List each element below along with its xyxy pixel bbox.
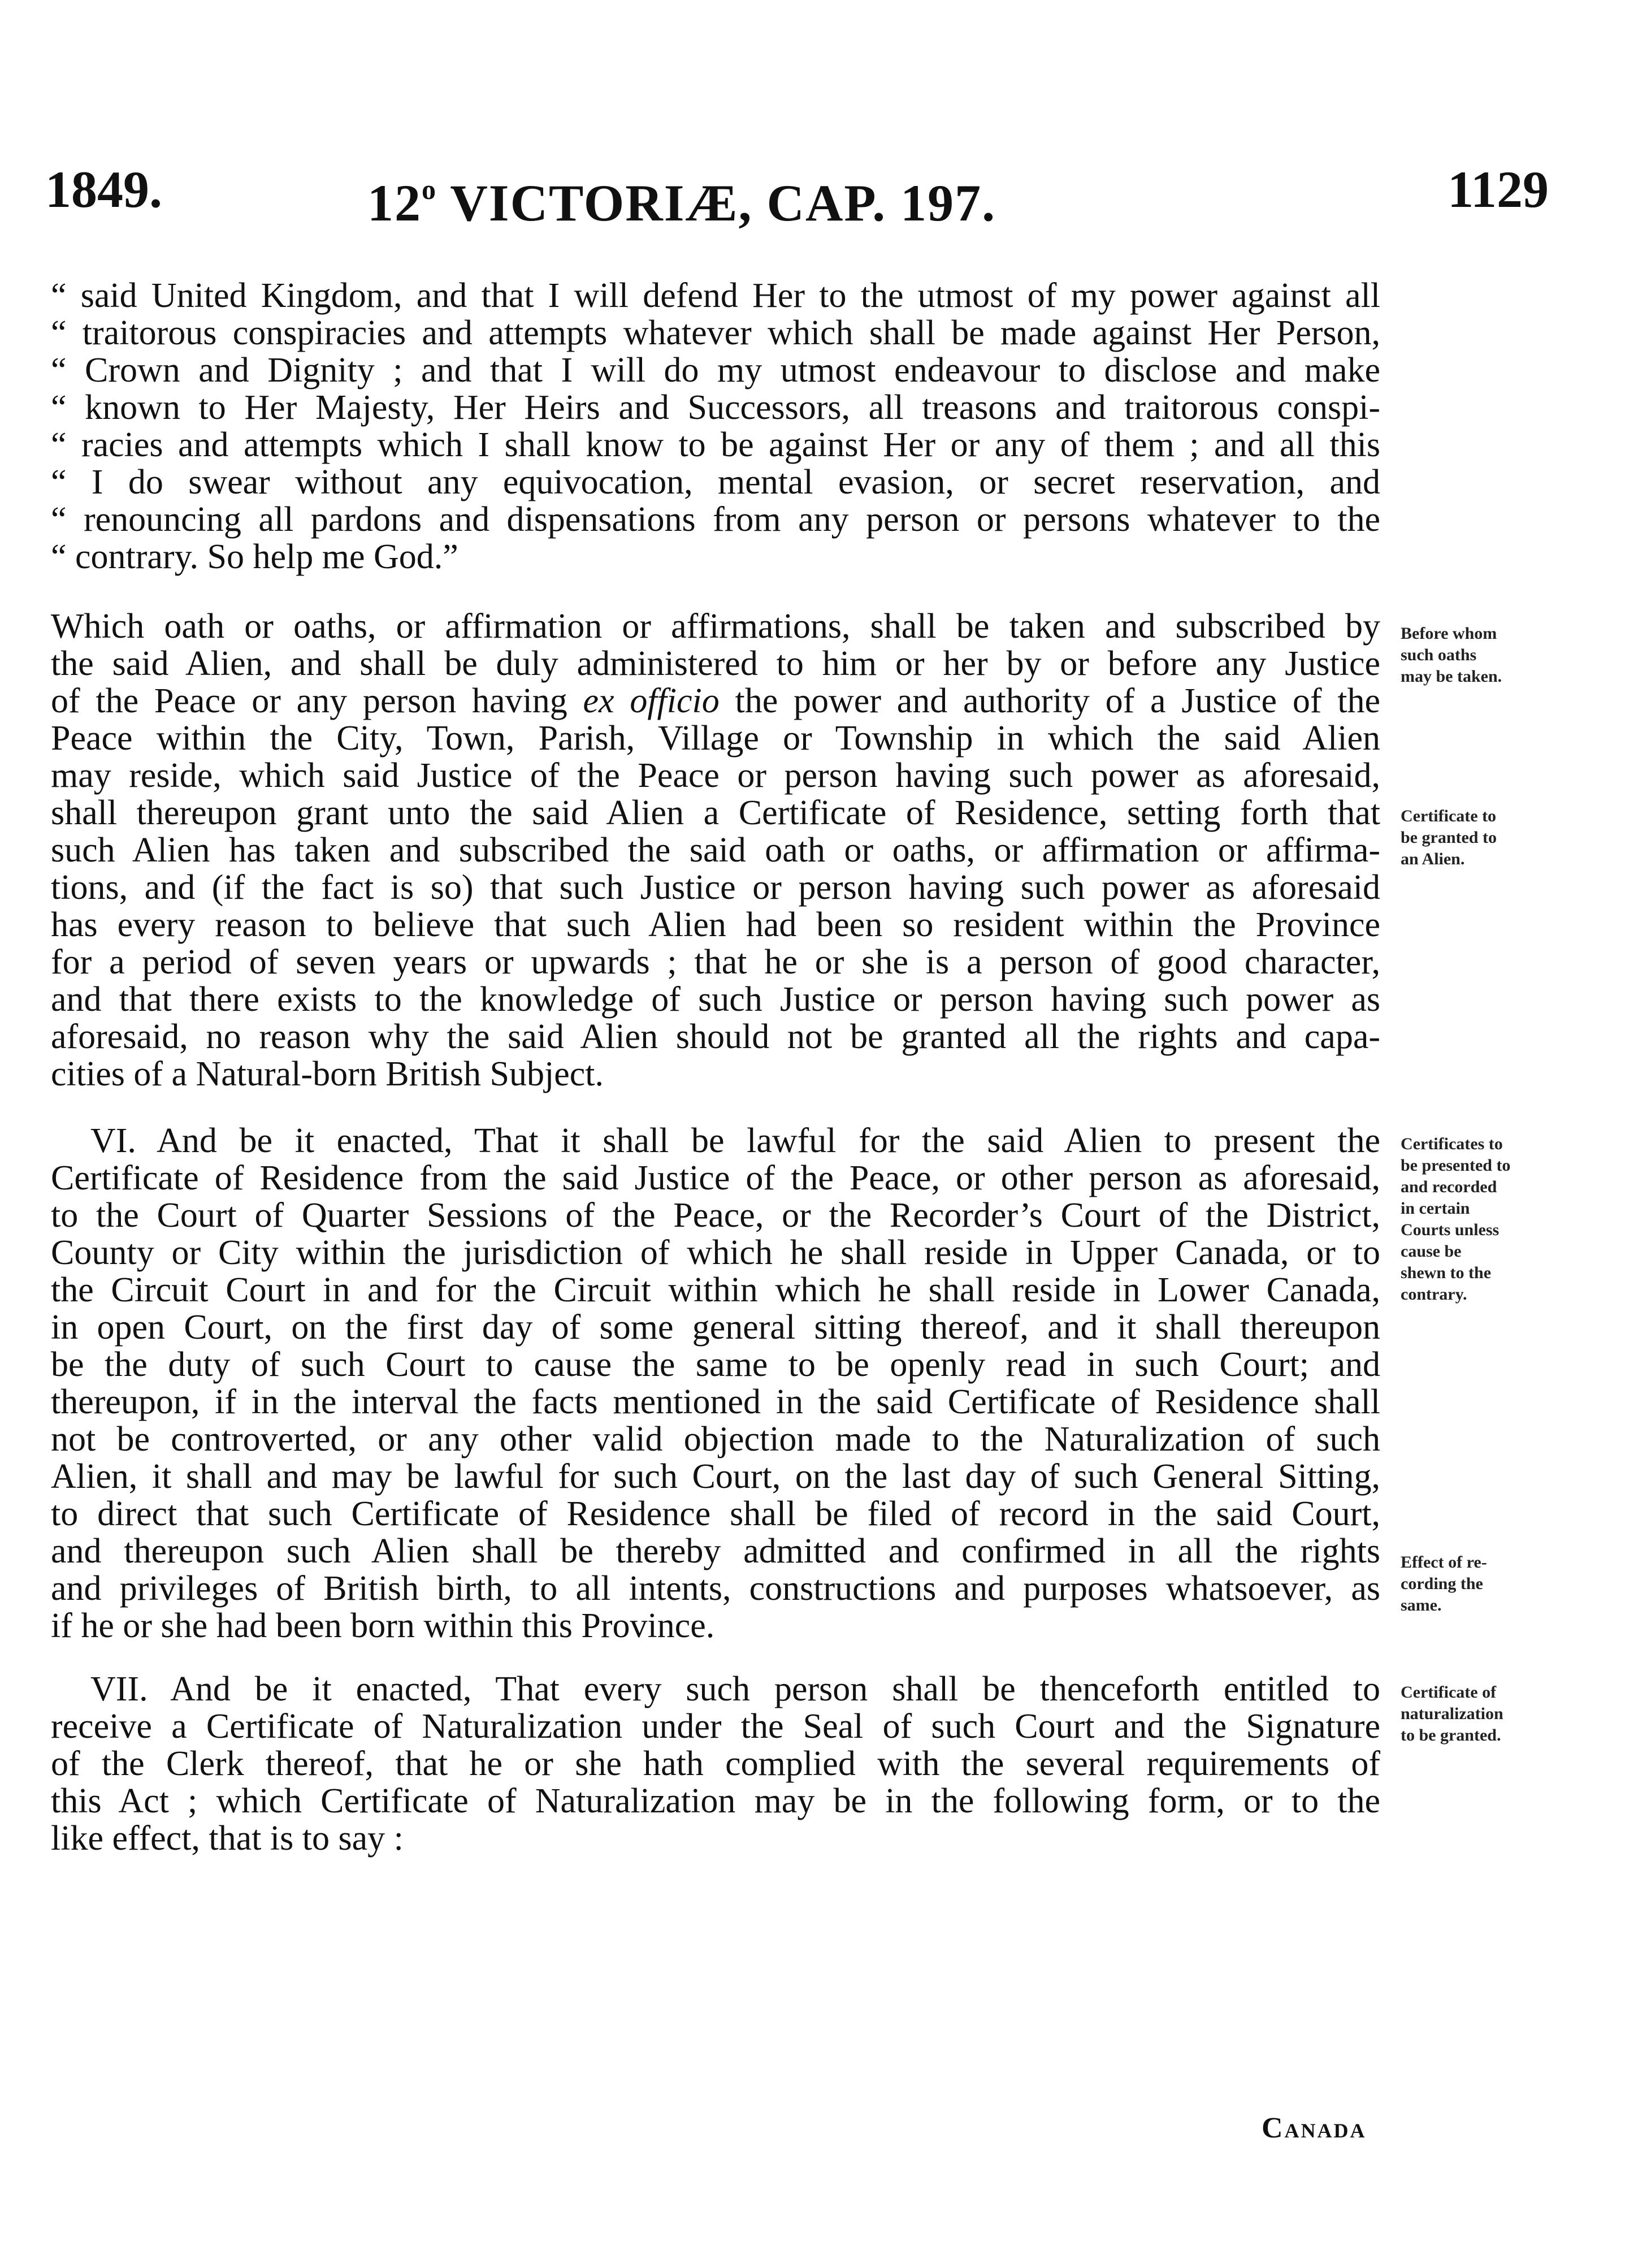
sidenote-line: may be taken. <box>1401 667 1502 686</box>
text-line: “ Crown and Dignity ; and that I will do my utmost endeavour to disclose and make <box>51 351 1380 389</box>
text-line: “ I do swear without any equivocation, mental evasion, or secret reservation, and <box>51 463 1380 501</box>
text-line: the said Alien, and shall be duly administered to him or her by or before any Justice <box>51 644 1380 683</box>
text-line: Which oath or oaths, or affirmation or affirmations, shall be taken and subscribed by <box>51 607 1380 646</box>
sidenote-line: be presented to <box>1401 1156 1511 1175</box>
sidenote-line: same. <box>1401 1596 1442 1615</box>
sidenote-line: Certificate of <box>1401 1683 1497 1702</box>
sidenote-line: cording the <box>1401 1574 1483 1593</box>
section-vii <box>51 1670 1380 1857</box>
sidenote-line: Certificates to <box>1401 1135 1503 1153</box>
sidenote-line: naturalization <box>1401 1704 1503 1723</box>
sidenote-line: Courts unless <box>1401 1220 1500 1239</box>
sidenote-certificate-naturalization <box>1401 1682 1565 1746</box>
sidenote-line: such oaths <box>1401 646 1477 664</box>
text-line: if he or she had been born within this Province. <box>51 1607 715 1645</box>
text-line: to the Court of Quarter Sessions of the Peace, or the Recorder’s Court of the District, <box>51 1196 1380 1235</box>
sidenote-line: be granted to <box>1401 828 1497 847</box>
sidenote-before-whom <box>1401 623 1565 687</box>
text-line: “ renouncing all pardons and dispensations from any person or persons whatever to the <box>51 500 1380 539</box>
text-line: cities of a Natural-born British Subject. <box>51 1055 604 1093</box>
paragraph-before-whom <box>51 608 1380 1093</box>
text-line: not be controverted, or any other valid objection made to the Naturalization of such <box>51 1420 1380 1458</box>
running-header <box>45 153 1549 232</box>
sidenote-line: cause be <box>1401 1242 1462 1261</box>
text-line: of the Clerk thereof, that he or she hath complied with the several requirements of <box>51 1745 1380 1783</box>
text-line: in open Court, on the first day of some general sitting thereof, and it shall thereupon <box>51 1308 1380 1347</box>
text-line: and that there exists to the knowledge of such Justice or person having such power as <box>51 980 1380 1019</box>
text-line: Alien, it shall and may be lawful for such Court, on the last day of such General Sitting, <box>51 1457 1380 1496</box>
sidenote-line: in certain <box>1401 1199 1470 1218</box>
text-line: thereupon, if in the interval the facts mentioned in the said Certificate of Residence shall <box>51 1383 1380 1421</box>
text-line: “ traitorous conspiracies and attempts whatever which shall be made against Her Person, <box>51 314 1380 352</box>
text-line: tions, and (if the fact is so) that such Justice or person having such power as aforesaid <box>51 868 1380 907</box>
sidenote-line: contrary. <box>1401 1285 1467 1304</box>
text-line: to direct that such Certificate of Residence shall be filed of record in the said Court, <box>51 1495 1380 1533</box>
oath-continuation <box>51 277 1380 575</box>
text-line: receive a Certificate of Naturalization under the Seal of such Court and the Signature <box>51 1707 1380 1746</box>
sidenote-line: an Alien. <box>1401 850 1465 868</box>
text-line: “ said United Kingdom, and that I will defend Her to the utmost of my power against all <box>51 276 1380 315</box>
text-line: of the Peace or any person having ex officio the power and authority of a Justice of the <box>51 682 1380 720</box>
text-line: may reside, which said Justice of the Peace or person having such power as aforesaid, <box>51 756 1380 795</box>
text-line: the Circuit Court in and for the Circuit within which he shall reside in Lower Canada, <box>51 1271 1380 1309</box>
text-line: like effect, that is to say : <box>51 1819 404 1858</box>
text-line: for a period of seven years or upwards ; that he or she is a person of good character, <box>51 943 1380 981</box>
text-line: Peace within the City, Town, Parish, Village or Township in which the said Alien <box>51 719 1380 758</box>
sidenote-line: and recorded <box>1401 1178 1497 1196</box>
header-year: 1849. <box>45 161 162 218</box>
text-line: be the duty of such Court to cause the same to be openly read in such Court; and <box>51 1345 1380 1384</box>
sidenote-line: Before whom <box>1401 624 1497 643</box>
header-chapter <box>367 153 996 240</box>
header-regnal-year: 12 <box>367 174 422 232</box>
header-regnal-sup: o <box>422 174 437 205</box>
text-line: VII. And be it enacted, That every such person shall be thenceforth entitled to <box>90 1670 1380 1708</box>
text-line: and privileges of British birth, to all intents, constructions and purposes whatsoever, as <box>51 1569 1380 1608</box>
latin-phrase: ex officio <box>583 682 720 720</box>
text-line: Certificate of Residence from the said Justice of the Peace, or other person as aforesaid, <box>51 1159 1380 1197</box>
text-line: this Act ; which Certificate of Naturalization may be in the following form, or to the <box>51 1782 1380 1820</box>
catchword: Canada <box>1262 2112 1367 2144</box>
text-line: VI. And be it enacted, That it shall be lawful for the said Alien to present the <box>90 1122 1380 1160</box>
section-vi <box>51 1122 1380 1644</box>
sidenote-line: Effect of re- <box>1401 1553 1487 1572</box>
text-line: and thereupon such Alien shall be thereby admitted and confirmed in all the rights <box>51 1532 1380 1570</box>
text-line: has every reason to believe that such Alien had been so resident within the Province <box>51 906 1380 944</box>
text-line: “ racies and attempts which I shall know to be against Her or any of them ; and all this <box>51 426 1380 464</box>
page-number: 1129 <box>1448 161 1549 218</box>
sidenote-line: to be granted. <box>1401 1726 1501 1745</box>
text-line: shall thereupon grant unto the said Alien a Certificate of Residence, setting forth that <box>51 794 1380 832</box>
sidenote-certificates-presented <box>1401 1133 1565 1305</box>
text-line: aforesaid, no reason why the said Alien should not be granted all the rights and capa- <box>51 1018 1380 1056</box>
text-line: such Alien has taken and subscribed the said oath or oaths, or affirmation or affirma- <box>51 831 1380 869</box>
sidenote-line: shewn to the <box>1401 1263 1492 1282</box>
text-line: County or City within the jurisdiction of which he shall reside in Upper Canada, or to <box>51 1233 1380 1272</box>
sidenote-line: Certificate to <box>1401 807 1497 825</box>
sidenote-certificate-alien <box>1401 806 1565 870</box>
text-line: “ contrary. So help me God.” <box>51 538 458 576</box>
sidenote-effect-recording <box>1401 1552 1565 1616</box>
text-line: “ known to Her Majesty, Her Heirs and Successors, all treasons and traitorous conspi- <box>51 388 1380 427</box>
header-chapter-text: VICTORIÆ, CAP. 197. <box>437 174 996 232</box>
